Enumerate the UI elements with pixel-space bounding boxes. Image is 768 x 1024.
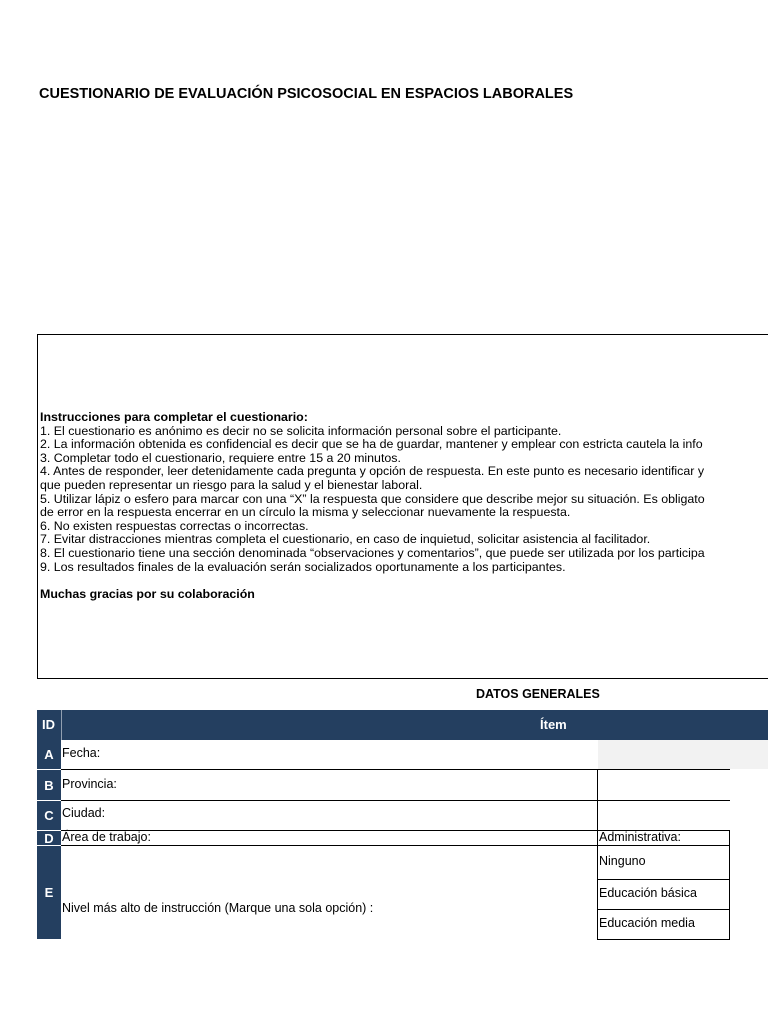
header-divider <box>61 710 62 740</box>
instruction-line-1: 1. El cuestionario es anónimo es decir no se solicita información personal sobre el participante. <box>40 423 562 438</box>
col-border <box>597 830 598 940</box>
instruction-line-8: 8. El cuestionario tiene una sección denominada “observaciones y comentarios”, que puede ser utilizada por los participa <box>40 545 705 560</box>
label-area-trabajo: Área de trabajo: <box>62 830 151 844</box>
option-educacion-media[interactable]: Educación media <box>599 916 695 930</box>
header-item: Ítem <box>540 717 567 732</box>
label-nivel-instruccion: Nivel más alto de instrucción (Marque una sola opción) : <box>62 901 374 915</box>
col-border <box>597 769 598 831</box>
option-ninguno[interactable]: Ninguno <box>599 854 646 868</box>
table-header <box>37 710 768 740</box>
instructions-box <box>37 334 768 679</box>
instruction-line-2: 2. La información obtenida es confidencial es decir que se ha de guardar, mantener y emplear con estricta cautela la info <box>40 437 703 452</box>
instruction-line-4b: que pueden representar un riesgo para la salud y el bienestar laboral. <box>40 477 423 492</box>
instructions-text <box>40 411 731 602</box>
instructions-heading: Instrucciones para completar el cuestionario: <box>40 410 308 424</box>
label-ciudad: Ciudad: <box>62 806 106 820</box>
instruction-line-4: 4. Antes de responder, leer detenidamente cada pregunta y opción de respuesta. En este punto es necesario identificar y <box>40 464 705 479</box>
option-border <box>598 909 730 910</box>
instruction-line-7: 7. Evitar distracciones mientras completa el cuestionario, en caso de inquietud, solicitar asistencia al facilitador. <box>40 532 651 547</box>
instruction-line-3: 3. Completar todo el cuestionario, requiere entre 15 a 20 minutos. <box>40 450 401 465</box>
row-border <box>61 845 730 846</box>
row-id-c: C <box>37 801 61 830</box>
row-border <box>61 800 730 801</box>
instruction-line-5b: de error en la respuesta encerrar en un círculo la misma y seleccionar nuevamente la respuesta. <box>40 505 571 520</box>
label-fecha: Fecha: <box>62 746 101 760</box>
col-border <box>729 830 730 940</box>
option-educacion-basica[interactable]: Educación básica <box>599 886 697 900</box>
header-id: ID <box>42 717 55 732</box>
document-title: CUESTIONARIO DE EVALUACIÓN PSICOSOCIAL EN ESPACIOS LABORALES <box>39 86 574 102</box>
instruction-line-5: 5. Utilizar lápiz o esfero para marcar con una “X” la respuesta que considere que describe mejor su situación. Es obligato <box>40 491 705 506</box>
shaded-cell <box>598 740 768 769</box>
option-administrativa[interactable]: Administrativa: <box>599 830 681 844</box>
label-provincia: Provincia: <box>62 777 117 791</box>
row-border <box>61 769 730 770</box>
row-id-e: E <box>37 846 61 939</box>
instruction-line-9: 9. Los resultados finales de la evaluación serán socializados oportunamente a los participantes. <box>40 559 566 574</box>
row-id-a: A <box>37 740 61 769</box>
instruction-line-6: 6. No existen respuestas correctas o incorrectas. <box>40 518 309 533</box>
section-title: DATOS GENERALES <box>476 687 600 701</box>
row-id-b: B <box>37 770 61 800</box>
option-border <box>598 879 730 880</box>
row-id-d: D <box>37 831 61 845</box>
thanks-text: Muchas gracias por su colaboración <box>40 587 255 602</box>
option-border <box>598 939 730 940</box>
